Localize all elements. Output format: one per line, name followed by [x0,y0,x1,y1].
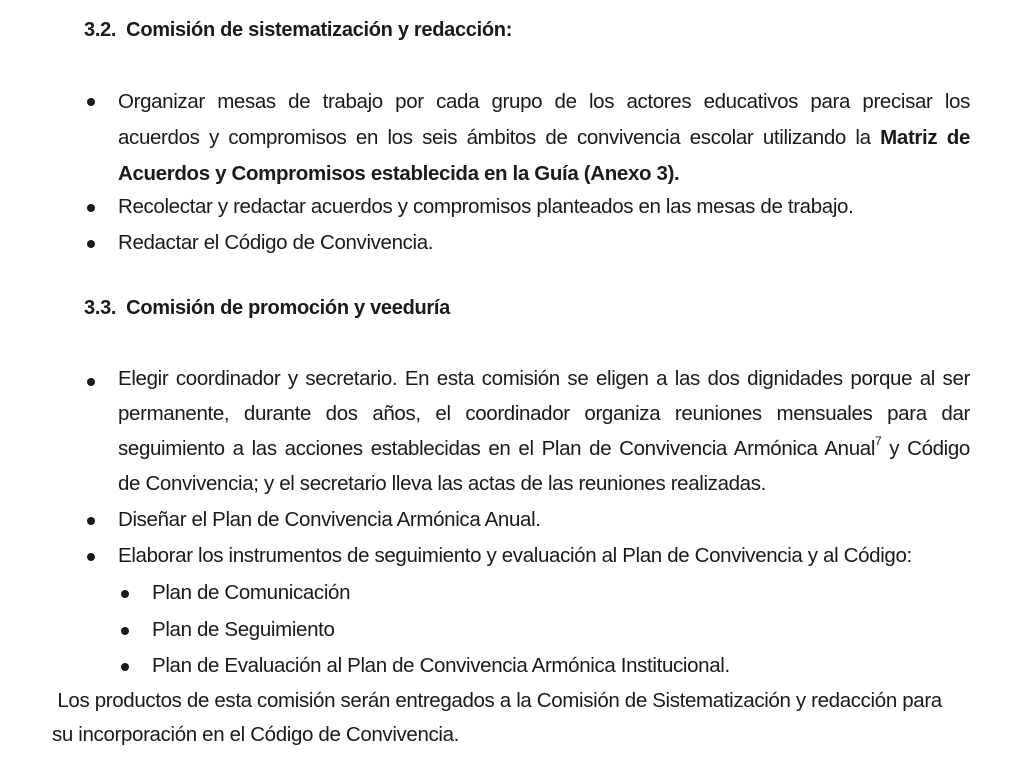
paragraph-text: Los productos de esta comisión serán entregados a la Comisión de Sistematización y redacción para [52,689,942,712]
bullet-icon [87,553,95,561]
bullet-icon [87,517,95,525]
bullet-icon [87,204,95,212]
section-title: Comisión de promoción y veeduría [126,297,450,319]
list-item [118,189,970,225]
list-item-text-bold: Acuerdos y Compromisos establecida en la Guía (Anexo 3). [118,162,680,185]
list-item-text: y Código [881,437,970,460]
list-item-text: Diseñar el Plan de Convivencia Armónica Anual. [118,508,541,531]
footnote-marker: 7 [875,434,882,449]
sub-list-item [152,575,952,611]
sub-list-item-text: Plan de Evaluación al Plan de Convivencia Armónica Institucional. [152,654,730,677]
list-item-text: Elaborar los instrumentos de seguimiento y evaluación al Plan de Convivencia y al Código: [118,544,912,567]
section-heading-3-2 [84,19,512,42]
list-item-text-line [118,431,970,466]
sub-list-item [152,648,952,684]
list-item-text: Elegir coordinador y secretario. En esta comisión se eligen a las dos dignidades porque al ser [118,367,970,390]
list-item-text: Recolectar y redactar acuerdos y compromisos planteados en las mesas de trabajo. [118,195,854,218]
sub-list-item-text: Plan de Seguimiento [152,618,335,641]
list-item [118,225,970,261]
bullet-icon [87,240,95,248]
closing-paragraph [52,684,972,752]
list-item-text-line [118,120,970,156]
bullet-icon [87,378,95,386]
section-number: 3.3. [84,297,117,319]
list-item-text: seguimiento a las acciones establecidas en el Plan de Convivencia Armónica Anual [118,437,876,460]
sub-bullet-icon [121,627,129,635]
sub-list-item [152,612,952,648]
list-item-text-bold: Matriz de [880,126,970,149]
section-heading-3-3 [84,297,450,320]
list-item [118,502,970,538]
list-item-text: de Convivencia; y el secretario lleva las actas de las reuniones realizadas. [118,472,766,495]
bullet-icon [87,98,95,106]
sub-bullet-icon [121,663,129,671]
list-item [118,361,970,501]
section-title: Comisión de sistematización y redacción: [126,19,513,41]
paragraph-text: su incorporación en el Código de Convivencia. [52,723,460,746]
list-item-text: Organizar mesas de trabajo por cada grupo de los actores educativos para precisar los [118,90,970,113]
list-item-text: Redactar el Código de Convivencia. [118,231,434,254]
list-item-text: permanente, durante dos años, el coordinador organiza reuniones mensuales para dar [118,402,970,425]
list-item-text: acuerdos y compromisos en los seis ámbitos de convivencia escolar utilizando la [118,126,881,149]
sub-bullet-icon [121,590,129,598]
section-number: 3.2. [84,19,117,41]
list-item [118,84,970,192]
list-item [118,538,970,574]
sub-list-item-text: Plan de Comunicación [152,581,351,604]
